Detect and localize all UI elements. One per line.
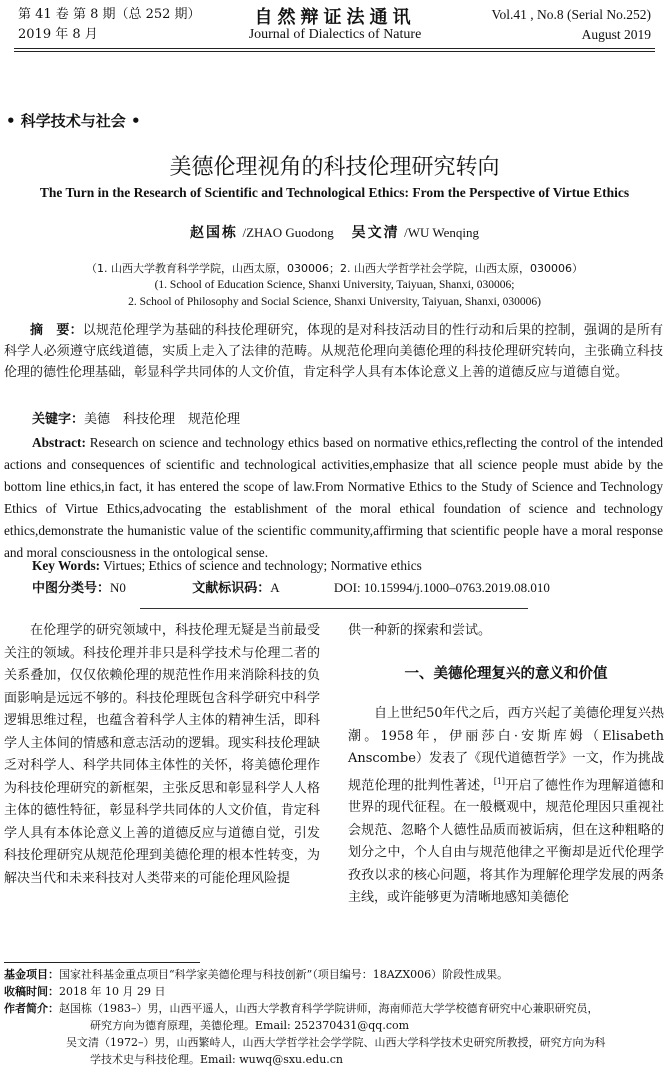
- keywords-en-label: Key Words:: [32, 558, 101, 573]
- meta-line: [32, 578, 550, 599]
- keywords-cn: [32, 410, 240, 430]
- author-2-bio-line-2: 学技术史与科技伦理。Email: wuwq@sxu.edu.cn: [90, 1053, 344, 1066]
- abstract-cn: [4, 320, 663, 383]
- author-1-bio-line-1: 赵国栋（1983–）男，山西平遥人，山西大学教育科学学院讲师，海南师范大学学校德育研究中心兼职研究员，: [59, 1002, 599, 1015]
- received-date-label: 收稿时间：: [4, 985, 59, 998]
- header-volume-en: Vol.41 , No.8 (Serial No.252): [491, 7, 651, 22]
- body-paragraph-2-part-1: 自上世纪50年代之后，西方兴起了美德伦理复兴热潮。1958年，伊丽莎白·安斯库姆（Elisabeth Anscombe）发表了《现代道德哲学》一文，作为挑战规范伦理的批判性著述，: [348, 706, 664, 793]
- abstract-cn-label: 摘 要：: [30, 323, 83, 338]
- header-rule-2: [14, 51, 655, 52]
- affiliation-en-2: 2. School of Philosophy and Social Science, Shanxi University, Taiyuan, Shanxi, 030006): [128, 296, 541, 308]
- keywords-en-text: Virtues; Ethics of science and technology; Normative ethics: [100, 558, 422, 573]
- journal-title-en: Journal of Dialectics of Nature: [248, 27, 422, 42]
- body-paragraph-2: [348, 703, 664, 910]
- affiliations: [0, 260, 669, 311]
- header-rule: [14, 48, 655, 49]
- body-paragraph-1: 在伦理学的研究领域中，科技伦理无疑是当前最受关注的领域。科技伦理并非只是科学技术与伦理二者的关系叠加，仅仅依赖伦理的规范性作用来消除科技的负面影响是远远不够的。科技伦理既包含科学研究中科学逻辑思维过程，也蕴含着科学人主体的精神生活，即科学人主体间的情感和意志活动的逻辑。现实科技伦理缺乏对科学人、科学共同体主体性的关怀，将美德伦理作为科技伦理研究的新框架，主张反思和彰显科学人人格主体的德性特征，彰显科学共同体的人文价值，肯定科学人具有本体论意义上善的道德反应与道德自觉，引发科技伦理研究从规范伦理到美德伦理的根本性转变，为解决当代和未来科技对人类带来的可能伦理风险提: [4, 623, 320, 886]
- journal-title-cn: 自然辩证法通讯: [254, 7, 416, 28]
- body-continuation: 供一种新的探索和尝试。: [348, 623, 492, 638]
- affiliation-en-1: (1. School of Education Science, Shanxi University, Taiyuan, Shanxi, 030006;: [154, 279, 515, 291]
- keywords-cn-label: 关键字：: [32, 412, 85, 427]
- author-line: [0, 222, 669, 242]
- author-2-en: /WU Wenqing: [404, 225, 479, 240]
- author-2-cn: 吴文清: [351, 225, 400, 241]
- body-right-column: [348, 620, 664, 910]
- abstract-en: [4, 432, 663, 564]
- clc-value: N0: [110, 580, 126, 595]
- author-2-bio-line-1: 吴文清（1972–）男，山西繁峙人，山西大学哲学社会学学院、山西大学科学技术史研究所教授，研究方向为科: [66, 1036, 606, 1049]
- fund-text: 国家社科基金重点项目“科学家美德伦理与科技创新”（项目编号：18AZX006）阶段性成果。: [59, 968, 509, 981]
- abstract-en-label: Abstract:: [32, 435, 86, 450]
- received-date: 2018 年 10 月 29 日: [59, 985, 166, 998]
- keywords-en: [32, 556, 422, 576]
- abstract-en-text: Research on science and technology ethics based on normative ethics,reflecting the control of the intended actions and consequences of scientific and technological activities,emphasize that all science people must abide by the bottom line ethics,in fact, it has entered the scope of law.From Normative Ethics to the Study of Science and Technology Ethics of Virtue Ethics,advocating the establishment of the moral ethical foundation of science and technology ethics,demonstrate the humanistic value of the scientific community,affirming that scientific people have a moral response and moral consciousness in the ontological sense.: [4, 435, 663, 560]
- body-left-column: [4, 620, 320, 890]
- separator-rule: [140, 608, 528, 609]
- clc-label: 中图分类号：: [32, 581, 111, 596]
- affiliation-cn: （1. 山西大学教育科学学院，山西太原，030006；2. 山西大学哲学社会学院，山西太原，030006）: [86, 262, 583, 275]
- section-heading-1: 一、美德伦理复兴的意义和价值: [404, 665, 608, 682]
- footnote-rule: [4, 962, 200, 963]
- section-tag: • 科学技术与社会 •: [6, 112, 141, 130]
- doc-code-value: A: [270, 580, 280, 595]
- abstract-cn-text: 以规范伦理学为基础的科技伦理研究，体现的是对科技活动目的性行动和后果的控制，强调的是所有科学人必须遵守底线道德，实质上走入了法律的范畴。从规范伦理向美德伦理的科技伦理研究转向，主张确立科技伦理的德性伦理基础，彰显科学共同体的人文价值，肯定科学人具有本体论意义上善的道德反应与道德自觉。: [4, 323, 663, 380]
- author-1-en: /ZHAO Guodong: [242, 225, 334, 240]
- author-bio-label: 作者简介：: [4, 1002, 59, 1015]
- header-date-en: August 2019: [581, 27, 651, 42]
- header-volume: 第 41 卷 第 8 期（总 252 期）: [18, 7, 201, 22]
- author-1-cn: 赵国栋: [190, 225, 238, 241]
- header-date-cn: 2019 年 8 月: [18, 27, 98, 42]
- doc-code-label: 文献标识码：: [192, 581, 271, 596]
- author-1-bio-line-2: 研究方向为德育原理，美德伦理。Email: 252370431@qq.com: [90, 1019, 410, 1032]
- doi: DOI: 10.15994/j.1000–0763.2019.08.010: [333, 580, 550, 595]
- citation-1[interactable]: [1]: [493, 776, 506, 786]
- keywords-cn-text: 美德 科技伦理 规范伦理: [84, 412, 241, 427]
- article-title-en: The Turn in the Research of Scientific and Technological Ethics: From the Perspective of Virtue Ethics: [39, 185, 630, 200]
- fund-label: 基金项目：: [4, 968, 59, 981]
- body-paragraph-2-part-2: 开启了德性作为理解道德和世界的现代征程。在一般概观中，规范伦理因只重视社会规范、忽略个人德性品质而被诟病，但在这种粗略的划分之中，个人自由与规范他律之平衡却是近代伦理学孜孜以求的核心问题，将其作为理解伦理学发展的两条主线，或许能够更为清晰地感知美德伦: [348, 777, 664, 906]
- article-title-cn: 美德伦理视角的科技伦理研究转向: [169, 155, 500, 180]
